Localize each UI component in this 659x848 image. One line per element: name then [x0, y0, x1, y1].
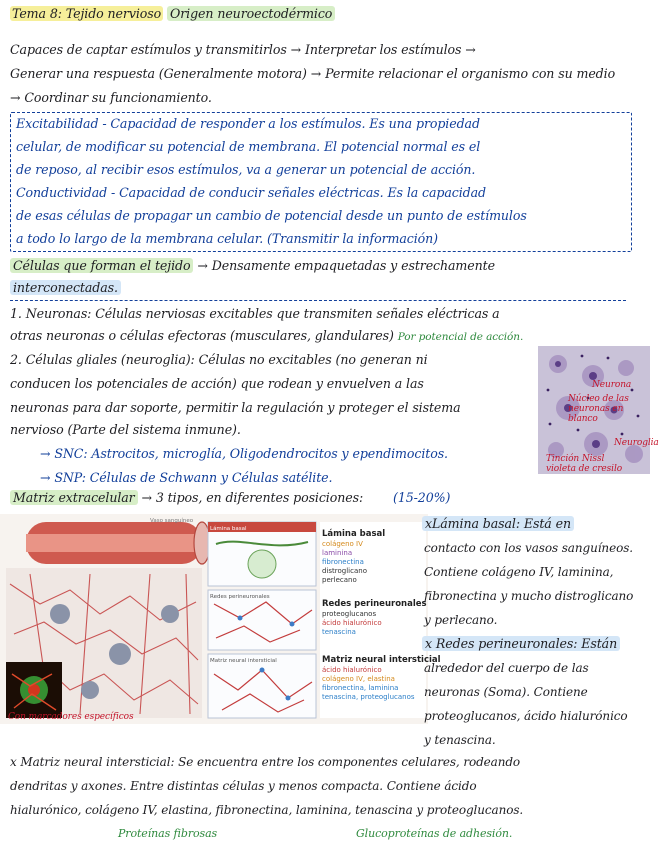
intro-line-2: Generar una respuesta (Generalmente motora) → Permite relacionar el organismo con su medio: [10, 66, 616, 81]
basal-lamina-line-2: contacto con los vasos sanguíneos.: [424, 541, 633, 555]
conductivity-line-3: a todo lo largo de la membrana celular. (Transmitir la información): [16, 231, 438, 246]
intro-line-3: → Coordinar su funcionamiento.: [10, 90, 212, 105]
glia-line-3: neuronas para dar soporte, permitir la regulación y proteger el sistema: [10, 400, 461, 415]
matrix-heading: Matriz extracelular: [10, 490, 138, 505]
legend-item-proteoglycans: proteoglucanos: [322, 610, 377, 618]
figure-label-perineuronal: Redes perineuronales: [210, 594, 270, 600]
micro-note-stain: Tinción Nissl: [546, 454, 605, 464]
fibrous-proteins-label: Proteínas fibrosas: [118, 827, 218, 840]
neurons-line-2-text: otras neuronas o células efectoras (musculares, glandulares): [10, 328, 394, 343]
legend-item-tenascin-pg: tenascina, proteoglucanos: [322, 693, 415, 701]
legend-item-collagen-elastin: colágeno IV, elastina: [322, 675, 395, 683]
micro-note-neuron: Neurona: [592, 380, 632, 390]
legend-title-perineuronal: Redes perineuronales: [322, 599, 427, 609]
excitability-line-1: Excitabilidad - Capacidad de responder a los estímulos. Es una propiedad: [16, 116, 480, 131]
legend-item-laminin: laminina: [322, 549, 353, 557]
cells-heading-rest: → Densamente empaquetadas y estrechamente: [197, 258, 495, 273]
adhesion-glycoproteins-label: Glucoproteínas de adhesión.: [356, 827, 513, 840]
cells-heading: Células que forman el tejido: [10, 258, 193, 273]
perineuronal-line-4: proteoglucanos, ácido hialurónico: [424, 709, 628, 723]
snc-line: → SNC: Astrocitos, microglía, Oligodendrocitos y ependimocitos.: [40, 446, 448, 461]
matrix-percent: (15-20%): [393, 490, 451, 505]
origin-note: Origen neuroectodérmico: [167, 6, 335, 21]
basal-lamina-heading: xLámina basal: Está en: [422, 516, 574, 531]
perineuronal-line-2: alrededor del cuerpo de las: [424, 661, 589, 675]
perineuronal-line-3: neuronas (Soma). Contiene: [424, 685, 588, 699]
cells-heading-line: [10, 258, 495, 274]
matrix-heading-rest: → 3 tipos, en diferentes posiciones:: [141, 490, 364, 505]
snp-line: → SNP: Células de Schwann y Células satélite.: [40, 470, 333, 485]
glia-line-2: conducen los potenciales de acción) que rodean y envuelven a las: [10, 376, 424, 391]
figure-label-basal: Lámina basal: [210, 526, 247, 532]
intro-line-1: Capaces de captar estímulos y transmitirlos → Interpretar los estímulos →: [10, 42, 476, 57]
legend-item-perlecan: perlecano: [322, 576, 357, 584]
glia-line-1: 2. Células gliales (neuroglia): Células no excitables (no generan ni: [10, 352, 428, 367]
section-separator: [10, 300, 626, 301]
conductivity-line-2: de esas células de propagar un cambio de potencial desde un punto de estímulos: [16, 208, 527, 223]
basal-lamina-line-5: y perlecano.: [424, 613, 498, 627]
micro-note-nucleus: Núcleo de las neuronas en blanco: [568, 394, 629, 424]
cells-heading-line-2: [10, 280, 121, 296]
figure-label-interstitial: Matriz neural intersticial: [210, 658, 277, 664]
legend-title-basal: Lámina basal: [322, 529, 386, 539]
neurons-line-2: [10, 328, 523, 345]
basal-lamina-line-3: Contiene colágeno IV, laminina,: [424, 565, 614, 579]
legend-item-collagen: colágeno IV: [322, 540, 363, 548]
excitability-line-2: celular, de modificar su potencial de membrana. El potencial normal es el: [16, 139, 481, 154]
micro-note-stain-2: violeta de cresilo: [546, 464, 623, 474]
cells-heading-rest-2: interconectadas.: [10, 280, 121, 295]
legend-item-hyaluronic: ácido hialurónico: [322, 619, 382, 627]
basal-lamina-line-1: [422, 516, 574, 532]
legend-title-interstitial: Matriz neural intersticial: [322, 655, 441, 665]
figure-caption: Con marcadores específicos: [8, 712, 134, 722]
matrix-heading-line: [10, 490, 450, 506]
interstitial-line-2: dendritas y axones. Entre distintas células y menos compacta. Contiene ácido: [10, 779, 477, 793]
excitability-line-3: de reposo, al recibir esos estímulos, va a generar un potencial de acción.: [16, 162, 476, 177]
topic-title: Tema 8: Tejido nervioso: [12, 6, 162, 21]
legend-item-tenascin: tenascina: [322, 628, 356, 636]
basal-lamina-line-4: fibronectina y mucho distroglicano: [424, 589, 634, 603]
action-potential-note: Por potencial de acción.: [397, 331, 524, 343]
legend-item-fibronectin: fibronectina: [322, 558, 364, 566]
legend-item-fibronectin-laminin: fibronectina, laminina: [322, 684, 399, 692]
extracellular-matrix-figure: [0, 514, 441, 724]
perineuronal-line-5: y tenascina.: [424, 733, 496, 747]
glia-line-4: nervioso (Parte del sistema inmune).: [10, 422, 241, 437]
perineuronal-line-1: [422, 636, 620, 652]
interstitial-line-3: hialurónico, colágeno IV, elastina, fibronectina, laminina, tenascina y proteoglucanos.: [10, 803, 524, 817]
neurons-line-1: 1. Neuronas: Células nerviosas excitables que transmiten señales eléctricas a: [10, 306, 500, 321]
title-line: [10, 6, 335, 22]
micro-note-neuroglia: Neuroglia: [614, 438, 659, 448]
interstitial-line-1: x Matriz neural intersticial: Se encuentra entre los componentes celulares, rodeando: [10, 755, 521, 769]
legend-item-dystroglycan: distroglicano: [322, 567, 367, 575]
figure-label-vessel: Vaso sanguíneo: [150, 518, 194, 524]
conductivity-line-1: Conductividad - Capacidad de conducir señales eléctricas. Es la capacidad: [16, 185, 487, 200]
legend-item-ha-2: ácido hialurónico: [322, 666, 382, 674]
perineuronal-heading: x Redes perineuronales: Están: [422, 636, 620, 651]
